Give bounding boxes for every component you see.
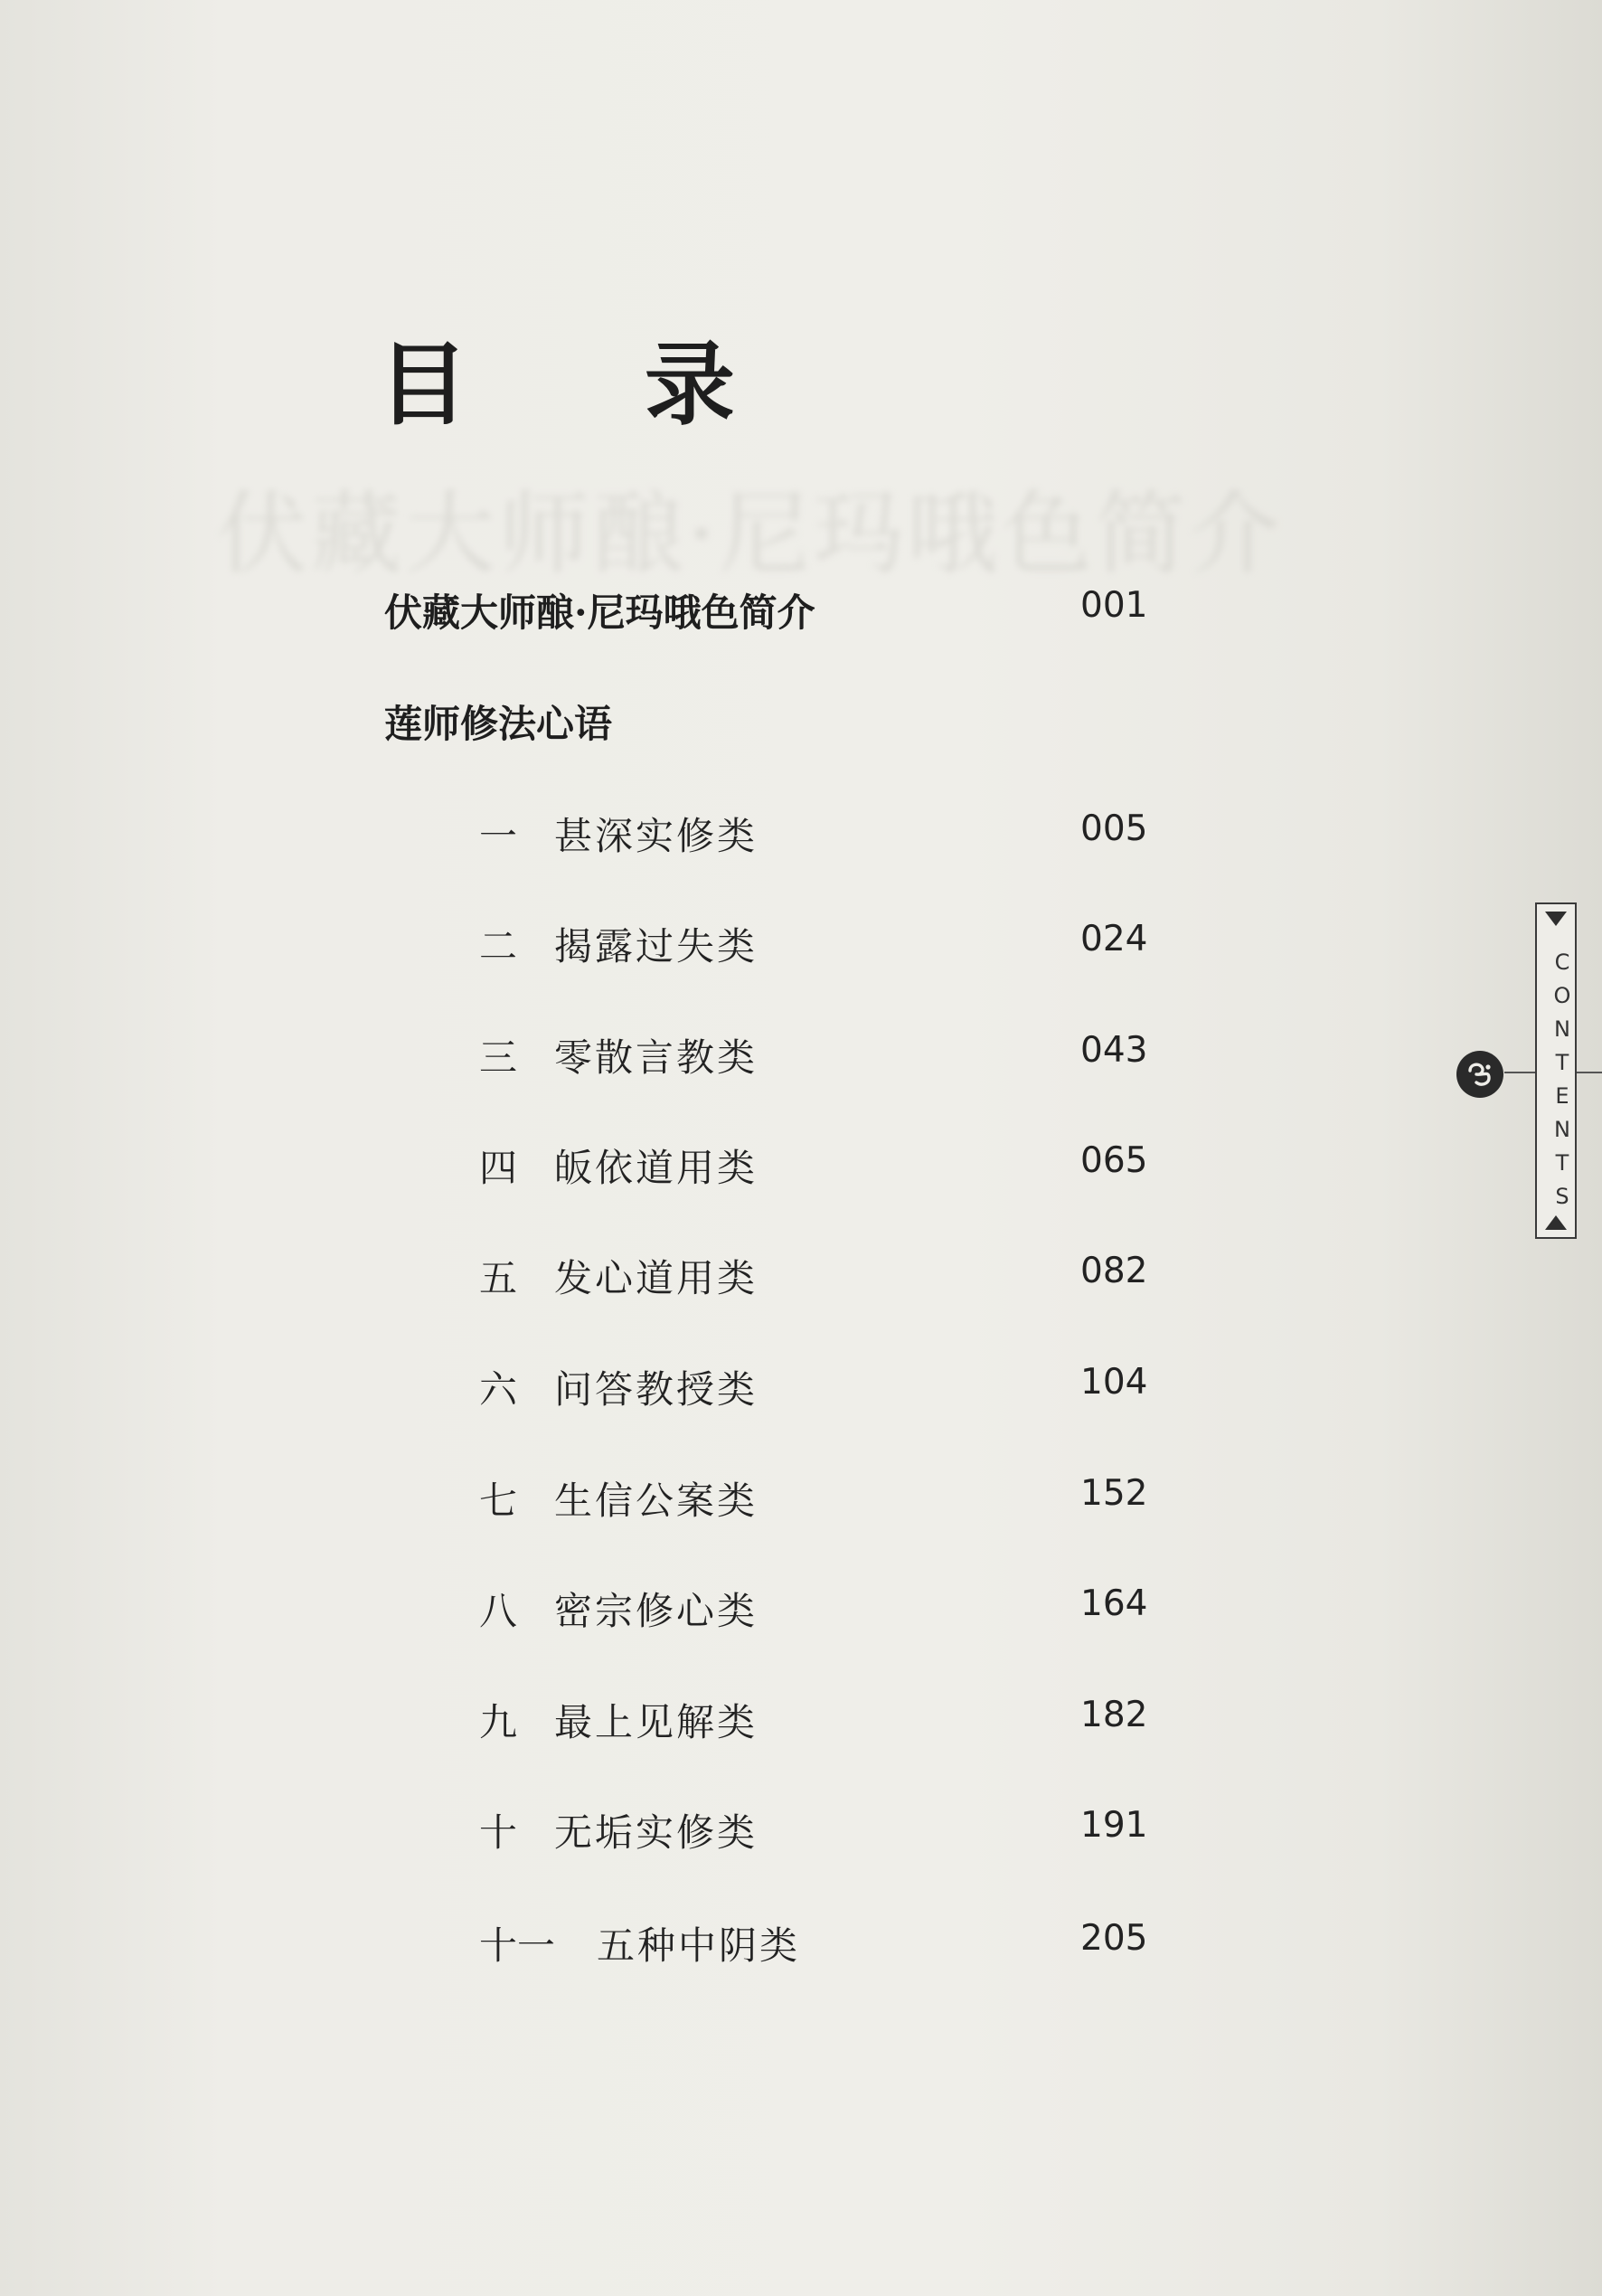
toc-page-number: 024 bbox=[1080, 919, 1148, 959]
toc-entry-1[interactable] bbox=[0, 807, 1602, 861]
toc-chapter-number: 六 bbox=[479, 1367, 518, 1412]
toc-entry-title: 发心道用类 bbox=[554, 1256, 759, 1300]
toc-entry-title: 伏藏大师酿·尼玛哦色简介 bbox=[384, 591, 815, 635]
toc-entry-title: 最上见解类 bbox=[554, 1700, 759, 1744]
toc-entry-title: 无垢实修类 bbox=[554, 1810, 759, 1855]
toc-chapter-number: 十 bbox=[479, 1810, 518, 1855]
toc-entry-4[interactable] bbox=[0, 1139, 1602, 1193]
toc-page-number: 152 bbox=[1080, 1473, 1148, 1514]
triangle-down-icon bbox=[1545, 912, 1567, 926]
toc-entry-8[interactable] bbox=[0, 1582, 1602, 1636]
toc-page-number: 164 bbox=[1080, 1583, 1148, 1624]
toc-chapter-number: 七 bbox=[479, 1479, 518, 1523]
toc-page-number: 205 bbox=[1080, 1918, 1148, 1959]
toc-entry-10[interactable] bbox=[0, 1803, 1602, 1857]
toc-entry-2[interactable] bbox=[0, 917, 1602, 971]
contents-side-tab[interactable] bbox=[1535, 902, 1577, 1239]
toc-entry-title: 揭露过失类 bbox=[554, 924, 759, 968]
toc-entry-7[interactable] bbox=[0, 1471, 1602, 1526]
toc-chapter-number: 四 bbox=[479, 1146, 518, 1190]
toc-page-number: 001 bbox=[1080, 585, 1148, 626]
toc-page-number: 043 bbox=[1080, 1030, 1148, 1071]
toc-entry-title: 问答教授类 bbox=[554, 1367, 759, 1412]
toc-chapter-number: 八 bbox=[479, 1589, 518, 1633]
toc-entry-title: 密宗修心类 bbox=[554, 1589, 759, 1633]
toc-chapter-number: 三 bbox=[479, 1035, 518, 1080]
toc-entry-3[interactable] bbox=[0, 1028, 1602, 1082]
toc-entry-6[interactable] bbox=[0, 1360, 1602, 1414]
toc-entry-intro[interactable] bbox=[0, 583, 1602, 638]
toc-entry-title: 甚深实修类 bbox=[554, 814, 759, 858]
page-title: 目 录 bbox=[378, 331, 807, 438]
toc-entry-9[interactable] bbox=[0, 1693, 1602, 1747]
toc-entry-11[interactable] bbox=[0, 1916, 1602, 1970]
lotus-emblem-icon bbox=[1456, 1051, 1503, 1098]
toc-entry-title: 皈依道用类 bbox=[554, 1146, 759, 1190]
toc-entry-title: 零散言教类 bbox=[554, 1035, 759, 1080]
toc-page-number: 065 bbox=[1080, 1140, 1148, 1181]
toc-page-number: 191 bbox=[1080, 1805, 1148, 1846]
toc-chapter-number: 五 bbox=[479, 1256, 518, 1300]
triangle-up-icon bbox=[1545, 1215, 1567, 1230]
toc-chapter-number: 十一 bbox=[479, 1923, 556, 1968]
toc-entry-title: 生信公案类 bbox=[554, 1479, 759, 1523]
bleed-through-text: 伏藏大师酿·尼玛哦色简介 bbox=[217, 481, 1284, 587]
toc-chapter-number: 九 bbox=[479, 1700, 518, 1744]
side-tab-label: CONTENTS bbox=[1550, 950, 1575, 1217]
toc-page-number: 182 bbox=[1080, 1695, 1148, 1735]
toc-section-title: 莲师修法心语 bbox=[384, 702, 613, 746]
toc-section-heading bbox=[0, 694, 1602, 749]
toc-chapter-number: 一 bbox=[479, 814, 518, 858]
toc-page-number: 104 bbox=[1080, 1362, 1148, 1403]
toc-entry-5[interactable] bbox=[0, 1249, 1602, 1303]
toc-page-number: 082 bbox=[1080, 1251, 1148, 1291]
toc-page-number: 005 bbox=[1080, 808, 1148, 849]
toc-chapter-number: 二 bbox=[479, 924, 518, 968]
toc-entry-title: 五种中阴类 bbox=[597, 1923, 801, 1968]
